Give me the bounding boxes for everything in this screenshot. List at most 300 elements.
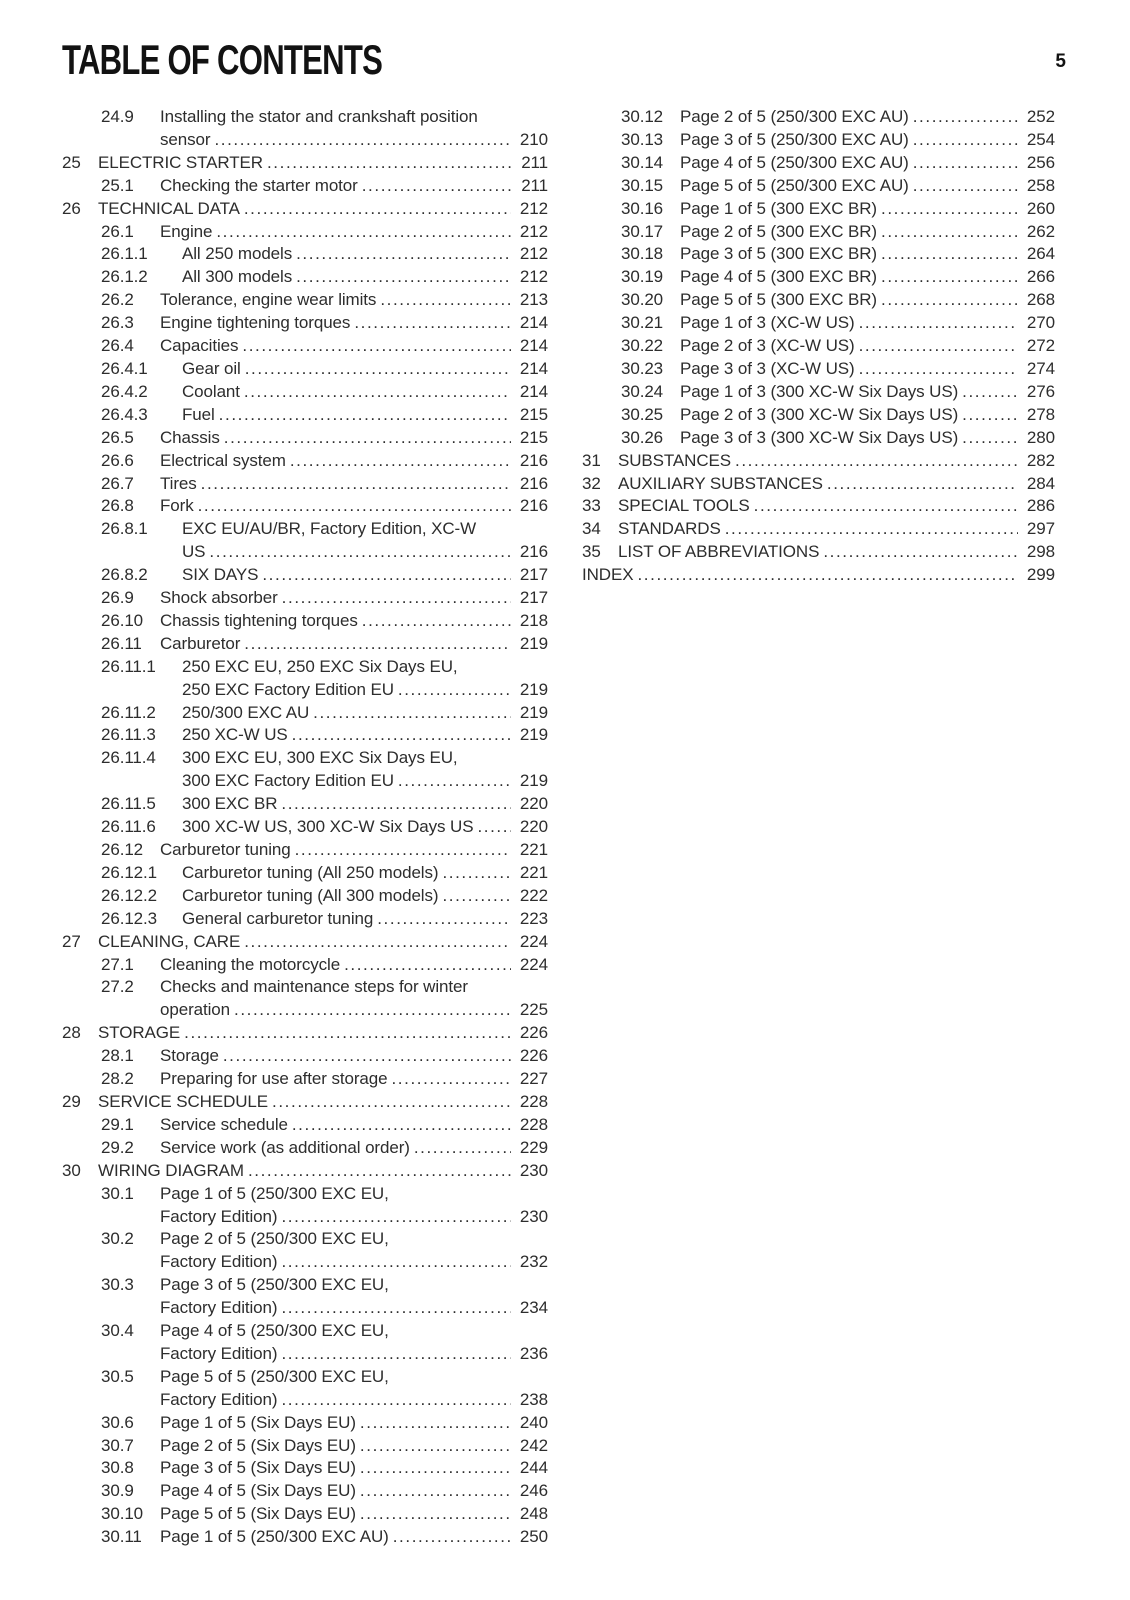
toc-leader-dots [242, 335, 511, 358]
toc-entry-page: 256 [1026, 152, 1055, 172]
toc-entry [62, 908, 548, 931]
toc-entry-title: US [182, 542, 206, 562]
page-title: TABLE OF CONTENTS [62, 36, 383, 83]
toc-entry-title: Page 3 of 3 (XC-W US) [680, 358, 855, 378]
toc-entry [62, 1320, 548, 1366]
toc-leader-dots [913, 175, 1018, 198]
toc-entry-title: Page 4 of 5 (Six Days EU) [160, 1481, 356, 1501]
toc-leader-dots [442, 862, 511, 885]
toc-leader-dots [281, 793, 511, 816]
toc-entry-title: Page 5 of 5 (250/300 EXC AU) [680, 175, 909, 195]
toc-entry-title: ELECTRIC STARTER [98, 152, 263, 172]
toc-entry-line [62, 1480, 548, 1503]
toc-entry-line [62, 908, 548, 931]
toc-entry-title: Page 1 of 3 (300 XC-W Six Days US) [680, 381, 959, 401]
toc-entry-number: 30.2 [101, 1229, 134, 1249]
toc-entry [62, 175, 548, 198]
toc-entry-line [582, 473, 1055, 496]
toc-entry-number: 32 [582, 473, 601, 493]
toc-entry-line [62, 1137, 548, 1160]
toc-entry-page: 210 [519, 129, 548, 149]
toc-entry-page: 220 [519, 817, 548, 837]
toc-entry-line [62, 564, 548, 587]
toc-entry-number: 28.2 [101, 1069, 134, 1089]
toc-entry-title: Factory Edition) [160, 1252, 278, 1272]
toc-entry [582, 175, 1055, 198]
toc-leader-dots [360, 1412, 511, 1435]
toc-leader-dots [754, 495, 1018, 518]
toc-entry-page: 278 [1026, 404, 1055, 424]
toc-leader-dots [881, 243, 1018, 266]
toc-entry-title: Shock absorber [160, 588, 278, 608]
toc-entry-title: Page 1 of 3 (XC-W US) [680, 313, 855, 333]
toc-entry-line [62, 931, 548, 954]
toc-entry-page: 286 [1026, 496, 1055, 516]
toc-leader-dots [362, 175, 511, 198]
toc-entry-title: Page 3 of 5 (250/300 EXC AU) [680, 129, 909, 149]
toc-entry-number: 26.11.1 [101, 656, 156, 676]
toc-entry-page: 211 [521, 152, 548, 172]
toc-entry-page: 236 [519, 1343, 548, 1363]
toc-entry-title: Preparing for use after storage [160, 1069, 388, 1089]
toc-entry-number: 30.11 [101, 1527, 142, 1547]
toc-entry-title: SUBSTANCES [618, 450, 731, 470]
toc-entry-line [582, 518, 1055, 541]
toc-leader-dots [281, 1343, 511, 1366]
toc-entry-title: Storage [160, 1046, 219, 1066]
toc-entry-title: INDEX [582, 565, 634, 585]
toc-entry-page: 234 [519, 1298, 548, 1318]
toc-entry-page: 212 [519, 221, 548, 241]
toc-entry [582, 289, 1055, 312]
toc-entry [62, 266, 548, 289]
toc-leader-dots [393, 1526, 511, 1549]
toc-entry-page: 266 [1026, 267, 1055, 287]
toc-entry-number: 29.2 [101, 1137, 134, 1157]
toc-entry-line [62, 335, 548, 358]
toc-entry-page: 298 [1026, 542, 1055, 562]
toc-entry [62, 450, 548, 473]
toc-entry-page: 299 [1026, 565, 1055, 585]
toc-entry [62, 1091, 548, 1114]
toc-entry-page: 219 [519, 702, 548, 722]
toc-entry-number: 26.4.2 [101, 381, 148, 401]
toc-entry-title: All 250 models [182, 244, 293, 264]
toc-entry [62, 1435, 548, 1458]
toc-leader-dots [296, 266, 511, 289]
toc-entry-title: 250 XC-W US [182, 725, 288, 745]
toc-entry-number: 26.3 [101, 313, 134, 333]
toc-entry-line [62, 221, 548, 244]
toc-leader-dots [398, 679, 511, 702]
toc-entry-line [62, 1045, 548, 1068]
toc-entry [62, 312, 548, 335]
toc-entry [582, 335, 1055, 358]
toc-entry [62, 518, 548, 564]
toc-entry-title: All 300 models [182, 267, 293, 287]
toc-entry-line [62, 198, 548, 221]
toc-entry-title: 250 EXC EU, 250 EXC Six Days EU, [182, 656, 458, 676]
toc-entry-line [62, 473, 548, 496]
toc-leader-dots [362, 610, 511, 633]
toc-entry-page: 228 [519, 1114, 548, 1134]
toc-entry-number: 26.8 [101, 496, 134, 516]
toc-entry-line [582, 358, 1055, 381]
toc-entry-line [62, 381, 548, 404]
toc-entry [582, 221, 1055, 244]
toc-entry-page: 214 [519, 336, 548, 356]
toc-entry [62, 1183, 548, 1229]
toc-entry-title: General carburetor tuning [182, 908, 374, 928]
toc-entry-line [62, 404, 548, 427]
toc-entry-line [582, 289, 1055, 312]
toc-entry-page: 250 [519, 1527, 548, 1547]
toc-entry-title: Capacities [160, 336, 239, 356]
toc-entry [62, 1412, 548, 1435]
toc-entry-line [62, 656, 548, 679]
toc-entry-number: 30.22 [621, 336, 664, 356]
toc-leader-dots [272, 1091, 511, 1114]
toc-entry-number: 26.2 [101, 290, 134, 310]
toc-entry-page: 260 [1026, 198, 1055, 218]
toc-leader-dots [360, 1457, 511, 1480]
toc-entry-number: 30.17 [621, 221, 664, 241]
toc-entry-line [62, 747, 548, 770]
toc-entry [62, 885, 548, 908]
toc-entry-title: Page 3 of 5 (Six Days EU) [160, 1458, 356, 1478]
toc-entry-number: 26.11.6 [101, 817, 156, 837]
toc-entry-line [62, 1457, 548, 1480]
toc-entry-page: 216 [519, 450, 548, 470]
toc-entry [62, 1366, 548, 1412]
toc-entry-line [582, 404, 1055, 427]
toc-entry [62, 1457, 548, 1480]
toc-entry [62, 243, 548, 266]
toc-entry-title: Factory Edition) [160, 1389, 278, 1409]
toc-entry [62, 404, 548, 427]
toc-leader-dots [223, 1045, 511, 1068]
toc-entry-number: 26.9 [101, 588, 134, 608]
toc-entry-title: 300 EXC Factory Edition EU [182, 771, 394, 791]
toc-entry-page: 215 [519, 427, 548, 447]
toc-entry [62, 724, 548, 747]
toc-entry-number: 31 [582, 450, 601, 470]
toc-entry-line [582, 266, 1055, 289]
toc-entry-title: AUXILIARY SUBSTANCES [618, 473, 823, 493]
toc-entry [582, 358, 1055, 381]
toc-leader-dots [391, 1068, 511, 1091]
toc-entry-number: 33 [582, 496, 601, 516]
toc-entry-number: 30.23 [621, 358, 664, 378]
toc-entry-number: 27.2 [101, 977, 134, 997]
toc-leader-dots [414, 1137, 511, 1160]
toc-entry-title: STORAGE [98, 1023, 181, 1043]
toc-entry [62, 954, 548, 977]
toc-entry-line [582, 106, 1055, 129]
toc-entry-line [62, 1389, 548, 1412]
toc-entry-title: WIRING DIAGRAM [98, 1160, 244, 1180]
toc-entry-page: 244 [519, 1458, 548, 1478]
toc-leader-dots [282, 587, 511, 610]
toc-entry-page: 264 [1026, 244, 1055, 264]
toc-leader-dots [859, 358, 1018, 381]
toc-entry-line [62, 427, 548, 450]
toc-entry-line [62, 1435, 548, 1458]
toc-entry-title: Carburetor tuning (All 300 models) [182, 885, 439, 905]
toc-entry [582, 198, 1055, 221]
toc-leader-dots [881, 266, 1018, 289]
toc-entry-line [62, 702, 548, 725]
toc-entry-title: Carburetor tuning [160, 840, 291, 859]
toc-entry-number: 30.6 [101, 1412, 134, 1432]
toc-entry-title: Page 1 of 5 (300 EXC BR) [680, 198, 877, 218]
toc-entry-title: Carburetor [160, 633, 241, 653]
toc-entry-page: 219 [519, 633, 548, 653]
toc-entry-title: Carburetor tuning (All 250 models) [182, 862, 439, 882]
toc-entry-number: 30.5 [101, 1366, 134, 1386]
toc-leader-dots [267, 152, 511, 175]
toc-leader-dots [198, 495, 511, 518]
toc-entry-number: 30.25 [621, 404, 664, 424]
toc-leader-dots [859, 312, 1018, 335]
toc-entry-page: 225 [519, 1000, 548, 1020]
toc-entry-line [62, 1091, 548, 1114]
toc-entry-number: 26.6 [101, 450, 134, 470]
toc-entry-page: 213 [519, 290, 548, 310]
toc-entry-title: 300 XC-W US, 300 XC-W Six Days US [182, 817, 474, 837]
toc-entry-title: Page 4 of 5 (250/300 EXC AU) [680, 152, 909, 172]
toc-entry-number: 26.10 [101, 610, 144, 630]
toc-entry-page: 214 [519, 381, 548, 401]
toc-entry-number: 29.1 [101, 1114, 134, 1134]
toc-entry-page: 240 [519, 1412, 548, 1432]
toc-entry-number: 30.16 [621, 198, 664, 218]
toc-entry-line [582, 175, 1055, 198]
toc-entry [62, 1022, 548, 1045]
toc-entry-title: EXC EU/AU/BR, Factory Edition, XC-W [182, 519, 477, 539]
toc-entry-number: 30.18 [621, 244, 664, 264]
toc-entry [62, 198, 548, 221]
toc-entry-page: 224 [519, 931, 548, 951]
toc-entry-title: Chassis tightening torques [160, 610, 358, 630]
toc-entry-title: 250/300 EXC AU [182, 702, 310, 722]
toc-entry [62, 1274, 548, 1320]
toc-entry-title: Service schedule [160, 1114, 288, 1134]
toc-entry-page: 246 [519, 1481, 548, 1501]
toc-entry-number: 35 [582, 542, 601, 562]
toc-entry-line [62, 1343, 548, 1366]
toc-entry-number: 26.8.1 [101, 519, 148, 539]
toc-entry-page: 226 [519, 1046, 548, 1066]
toc-entry [62, 289, 548, 312]
toc-entry-page: 227 [519, 1069, 548, 1089]
toc-entry-title: Page 3 of 5 (250/300 EXC EU, [160, 1275, 389, 1295]
toc-entry [62, 335, 548, 358]
toc-entry-number: 30.15 [621, 175, 664, 195]
toc-leader-dots [360, 1435, 511, 1458]
toc-entry-title: Page 2 of 5 (250/300 EXC AU) [680, 107, 909, 126]
toc-leader-dots [354, 312, 511, 335]
toc-entry [62, 747, 548, 793]
toc-entry-title: Tolerance, engine wear limits [160, 290, 377, 310]
toc-entry-line [62, 243, 548, 266]
toc-left-column [62, 106, 548, 1549]
toc-entry-number: 25 [62, 152, 81, 172]
toc-leader-dots [245, 358, 511, 381]
toc-entry-page: 252 [1026, 107, 1055, 126]
toc-entry-title: Checking the starter motor [160, 175, 358, 195]
toc-entry-number: 30.19 [621, 267, 664, 287]
toc-entry-title: operation [160, 1000, 230, 1020]
toc-entry-number: 34 [582, 519, 601, 539]
toc-entry-number: 26.1.1 [101, 244, 148, 264]
toc-entry [582, 473, 1055, 496]
toc-entry-page: 272 [1026, 336, 1055, 356]
toc-entry-line [582, 221, 1055, 244]
toc-entry-page: 248 [519, 1504, 548, 1524]
toc-leader-dots [244, 381, 511, 404]
toc-entry-line [582, 152, 1055, 175]
toc-entry-number: 30.4 [101, 1321, 134, 1341]
toc-entry-line [62, 129, 548, 152]
toc-leader-dots [881, 198, 1018, 221]
toc-leader-dots [913, 129, 1018, 152]
toc-entry-page: 222 [519, 885, 548, 905]
toc-entry [582, 266, 1055, 289]
toc-entry [62, 976, 548, 1022]
toc-leader-dots [360, 1480, 511, 1503]
toc-entry-title: STANDARDS [618, 519, 721, 539]
toc-entry-line [62, 1251, 548, 1274]
toc-entry-page: 280 [1026, 427, 1055, 447]
toc-entry-page: 220 [519, 794, 548, 814]
toc-entry-page: 219 [519, 679, 548, 699]
toc-leader-dots [209, 541, 511, 564]
toc-entry-page: 270 [1026, 313, 1055, 333]
toc-entry-title: Factory Edition) [160, 1343, 278, 1363]
toc-entry [62, 633, 548, 656]
toc-entry [582, 541, 1055, 564]
toc-entry-title: Installing the stator and crankshaft position [160, 107, 478, 126]
toc-entry-page: 221 [519, 840, 548, 859]
toc-entry-page: 211 [521, 175, 548, 195]
toc-leader-dots [735, 450, 1018, 473]
toc-entry-line [62, 999, 548, 1022]
toc-entry-title: 250 EXC Factory Edition EU [182, 679, 394, 699]
toc-entry-title: Cleaning the motorcycle [160, 954, 341, 974]
toc-leader-dots [881, 289, 1018, 312]
toc-leader-dots [292, 724, 511, 747]
toc-leader-dots [290, 450, 511, 473]
toc-entry-line [62, 358, 548, 381]
toc-leader-dots [214, 129, 511, 152]
toc-entry-line [62, 1366, 548, 1389]
toc-entry-number: 26.4.3 [101, 404, 148, 424]
toc-entry-page: 268 [1026, 290, 1055, 310]
toc-entry-line [62, 541, 548, 564]
toc-entry-line [582, 541, 1055, 564]
toc-entry-title: Page 1 of 5 (250/300 EXC AU) [160, 1527, 389, 1547]
toc-entry-line [62, 633, 548, 656]
toc-entry-line [582, 427, 1055, 450]
toc-entry-page: 219 [519, 725, 548, 745]
toc-entry-line [62, 1022, 548, 1045]
toc-entry-page: 230 [519, 1206, 548, 1226]
toc-entry [582, 312, 1055, 335]
toc-entry-page: 254 [1026, 129, 1055, 149]
toc-entry-title: Page 2 of 5 (Six Days EU) [160, 1435, 356, 1455]
toc-entry-page: 276 [1026, 381, 1055, 401]
toc-entry-page: 224 [519, 954, 548, 974]
toc-entry-number: 30.14 [621, 152, 664, 172]
toc-entry-title: Checks and maintenance steps for winter [160, 977, 468, 997]
toc-entry-number: 26.1.2 [101, 267, 148, 287]
toc-entry-title: Service work (as additional order) [160, 1137, 410, 1157]
toc-leader-dots [234, 999, 511, 1022]
toc-entry-page: 282 [1026, 450, 1055, 470]
toc-entry-line [62, 885, 548, 908]
toc-leader-dots [344, 954, 511, 977]
toc-leader-dots [295, 839, 511, 862]
toc-entry-page: 212 [519, 198, 548, 218]
toc-entry-line [582, 450, 1055, 473]
toc-entry-line [62, 1160, 548, 1183]
toc-entry-number: 26.12.1 [101, 862, 158, 882]
toc-entry-line [62, 976, 548, 999]
toc-entry-page: 219 [519, 771, 548, 791]
toc-entry-number: 26.5 [101, 427, 134, 447]
toc-leader-dots [244, 633, 511, 656]
toc-leader-dots [216, 221, 511, 244]
toc-entry-title: Gear oil [182, 358, 241, 378]
toc-entry-title: CLEANING, CARE [98, 931, 241, 951]
toc-entry [62, 1114, 548, 1137]
toc-entry-title: Page 1 of 5 (250/300 EXC EU, [160, 1183, 389, 1203]
toc-entry-number: 30.13 [621, 129, 664, 149]
toc-entry-line [582, 495, 1055, 518]
toc-entry-number: 30.9 [101, 1481, 134, 1501]
toc-entry-title: Page 1 of 5 (Six Days EU) [160, 1412, 356, 1432]
toc-entry [62, 1526, 548, 1549]
toc-entry [62, 473, 548, 496]
toc-entry-page: 229 [519, 1137, 548, 1157]
toc-entry-page: 223 [519, 908, 548, 928]
toc-entry-number: 26.11.3 [101, 725, 156, 745]
toc-entry-line [582, 312, 1055, 335]
toc-entry-title: Coolant [182, 381, 240, 401]
toc-entry-number: 30 [62, 1160, 81, 1180]
toc-leader-dots [380, 289, 511, 312]
toc-entry-title: Page 5 of 5 (250/300 EXC EU, [160, 1366, 389, 1386]
toc-entry-number: 30.12 [621, 107, 664, 126]
toc-entry-title: SPECIAL TOOLS [618, 496, 750, 516]
toc-entry-line [62, 816, 548, 839]
toc-entry-title: Page 2 of 3 (XC-W US) [680, 336, 855, 356]
toc-entry-page: 214 [519, 358, 548, 378]
toc-entry [62, 221, 548, 244]
toc-entry-title: Factory Edition) [160, 1298, 278, 1318]
toc-entry-line [62, 175, 548, 198]
toc-entry-line [62, 610, 548, 633]
toc-entry-line [62, 724, 548, 747]
toc-entry [582, 106, 1055, 129]
toc-entry [62, 793, 548, 816]
toc-entry-title: Page 5 of 5 (Six Days EU) [160, 1504, 356, 1524]
toc-entry-title: Page 4 of 5 (300 EXC BR) [680, 267, 877, 287]
toc-entry-number: 30.10 [101, 1504, 144, 1524]
toc-entry-number: 26.4.1 [101, 358, 148, 378]
toc-entry-line [62, 312, 548, 335]
